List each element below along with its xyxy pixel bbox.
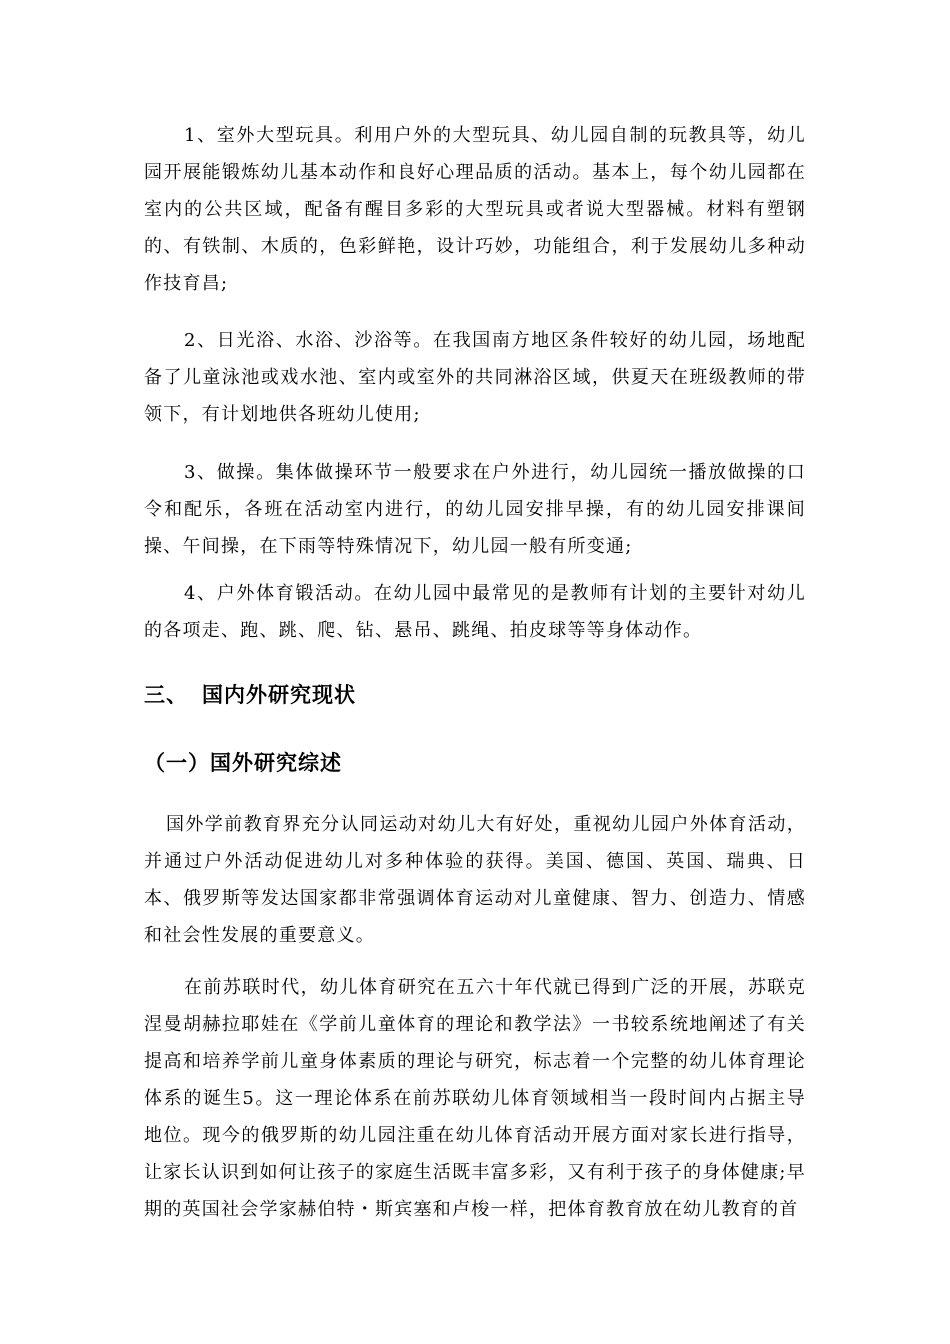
section-heading-number: 三、 bbox=[144, 683, 188, 707]
paragraph-foreign-overview: 国外学前教育界充分认同运动对幼儿大有好处，重视幼儿园户外体育活动，并通过户外活动促进幼儿对多种体验的获得。美国、德国、英国、瑞典、日本、俄罗斯等发达国家都非常强调体育运动对儿童健康、智力、创造力、情感和社会性发展的重要意义。 bbox=[144, 814, 806, 946]
paragraph-soviet-research: 在前苏联时代，幼儿体育研究在五六十年代就已得到广泛的开展，苏联克涅曼胡赫拉耶娃在《学前儿童体育的理论和教学法》一书较系统地阐述了有关提高和培养学前儿童身体素质的理论与研究，标志着一个完整的幼儿体育理论体系的诞生5。这一理论体系在前苏联幼儿体育领域相当一段时间内占据主导地位。现今的俄罗斯的幼儿园注重在幼儿体育活动开展方面对家长进行指导，让家长认识到如何让孩子的家庭生活既丰富多彩，又有利于孩子的身体健康;早期的英国社会学家赫伯特・斯宾塞和卢梭一样，把体育教育放在幼儿教育的首 bbox=[144, 977, 806, 1220]
paragraph-outdoor-toys: 1、室外大型玩具。利用户外的大型玩具、幼儿园自制的玩教具等，幼儿园开展能锻炼幼儿基本动作和良好心理品质的活动。基本上，每个幼儿园都在室内的公共区域，配备有醒目多彩的大型玩具或者说大型器械。材料有塑钢的、有铁制、木质的，色彩鲜艳，设计巧妙，功能组合，利于发展幼儿多种动作技育昌; bbox=[144, 125, 806, 294]
subsection-heading: （一）国外研究综述 bbox=[144, 751, 342, 775]
paragraph-outdoor-sports: 4、户外体育锻活动。在幼儿园中最常见的是教师有计划的主要针对幼儿的各项走、跑、跳、爬、钻、悬吊、跳绳、拍皮球等等身体动作。 bbox=[144, 583, 806, 641]
section-heading bbox=[144, 680, 356, 710]
paragraph-exercises: 3、做操。集体做操环节一般要求在户外进行，幼儿园统一播放做操的口令和配乐，各班在活动室内进行，的幼儿园安排早操，有的幼儿园安排课间操、午间操，在下雨等特殊情况下，幼儿园一般有所变通; bbox=[144, 462, 806, 557]
paragraph-sun-water-sand-bath: 2、日光浴、水浴、沙浴等。在我国南方地区条件较好的幼儿园，场地配备了儿童泳池或戏水池、室内或室外的共同淋浴区域，供夏天在班级教师的带领下，有计划地供各班幼儿使用; bbox=[144, 330, 806, 425]
section-heading-title: 国内外研究现状 bbox=[202, 683, 356, 707]
